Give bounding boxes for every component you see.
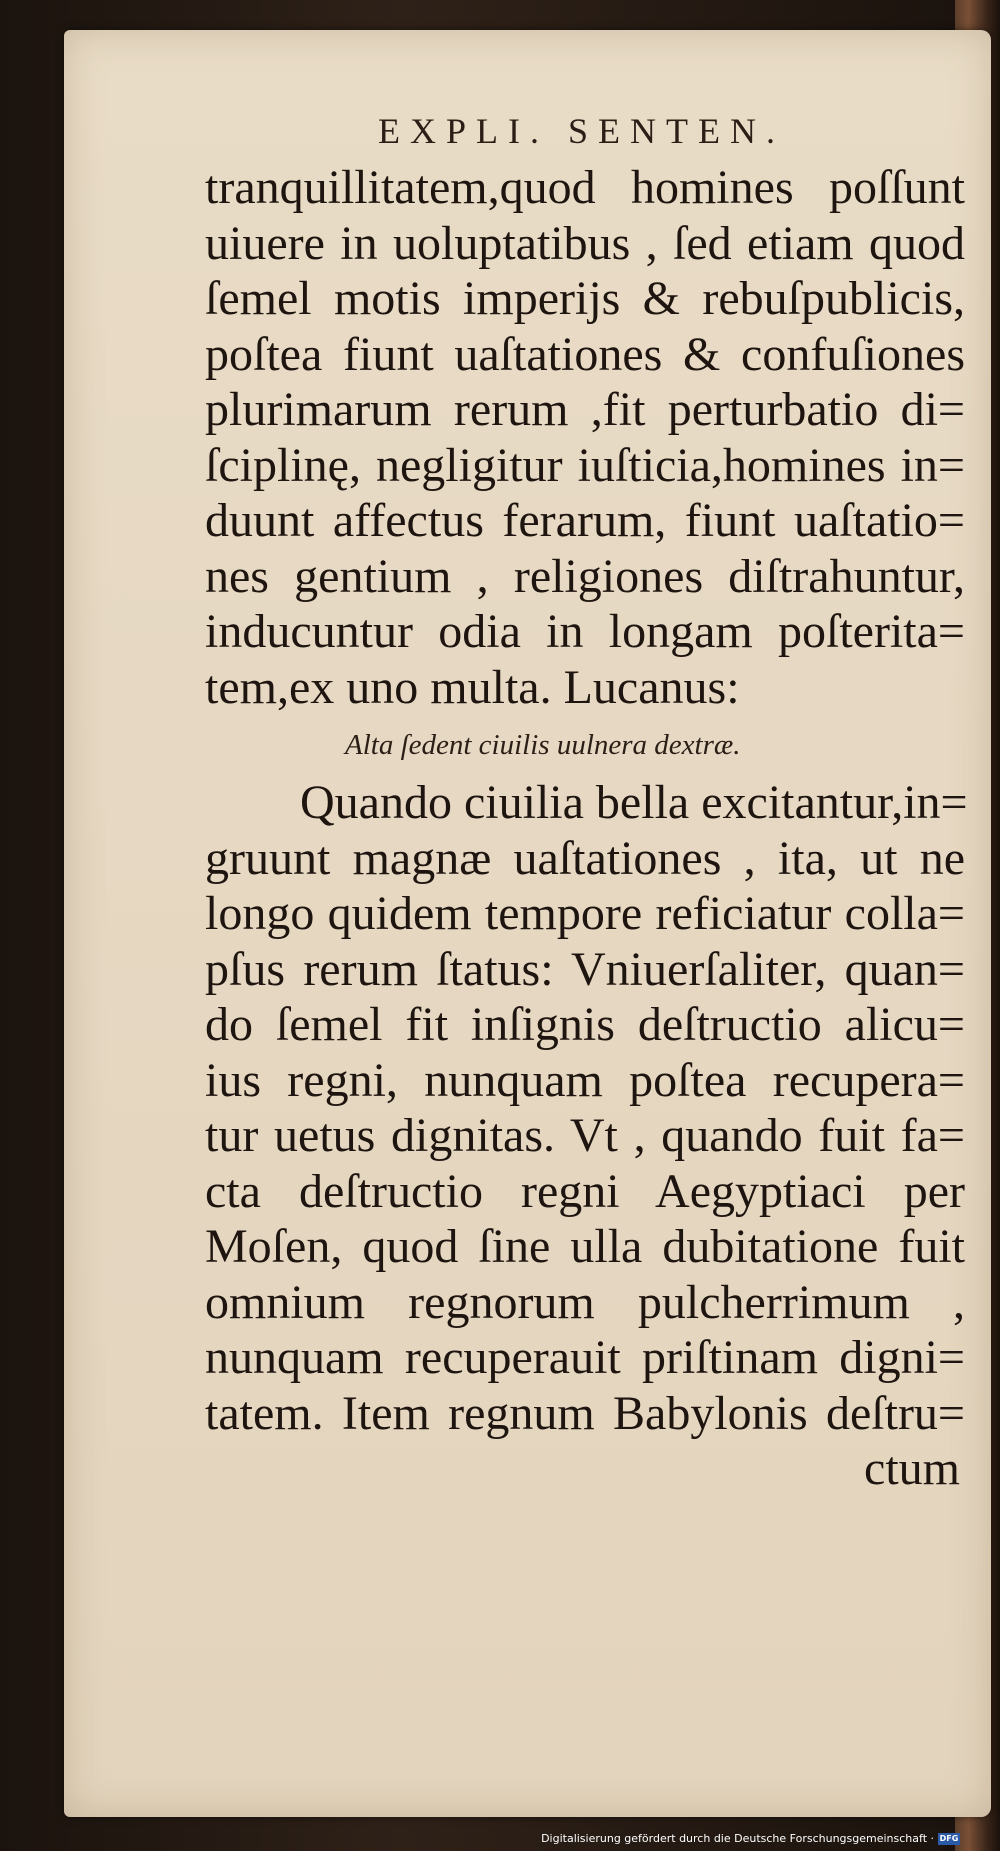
text-line: nunquam recuperauit priſtinam digni=: [205, 1331, 965, 1384]
text-line: inducuntur odia in longam poſterita=: [205, 605, 965, 658]
catchword: ctum: [864, 1442, 960, 1495]
text-line: plurimarum rerum ,fit perturbatio di=: [205, 383, 965, 436]
digitization-credit: [541, 1832, 960, 1845]
text-line: nes gentium , religiones diſtrahuntur,: [205, 549, 965, 603]
text-line: uiuere in uoluptatibus , ſed etiam quod: [205, 216, 965, 270]
running-head: EXPLI. SENTEN.: [378, 111, 785, 151]
paragraph-start-line: Quando ciuilia bella excitantur,in=: [300, 776, 968, 829]
text-line: tatem. Item regnum Babylonis deſtru=: [205, 1386, 965, 1440]
text-line: longo quidem tempore reficiatur colla=: [205, 887, 965, 940]
text-line: poſtea fiunt uaſtationes & confuſiones: [205, 327, 965, 381]
text-line: cta deſtructio regni Aegyptiaci per: [205, 1164, 965, 1218]
text-line: tranquillitatem,quod homines poſſunt: [205, 161, 965, 214]
text-line: tem,ex uno multa. Lucanus:: [205, 660, 740, 714]
text-line: omnium regnorum pulcherrimum ,: [205, 1275, 965, 1329]
body-text: [205, 160, 968, 1497]
dfg-logo-icon: DFG: [939, 1833, 959, 1843]
text-line: gruunt magnæ uaſtationes , ita, ut ne: [205, 831, 965, 885]
verse-quotation: Alta ſedent ciuilis uulnera dextræ.: [345, 729, 741, 761]
text-line: Moſen, quod ſine ulla dubitatione fuit: [205, 1220, 965, 1273]
text-line: ſciplinę, negligitur iuſticia,homines in=: [205, 438, 965, 492]
text-line: duunt affectus ferarum, fiunt uaſtatio=: [205, 494, 965, 547]
text-line: tur uetus dignitas. Vt , quando fuit fa=: [205, 1109, 965, 1162]
text-line: do ſemel fit inſignis deſtructio alicu=: [205, 998, 965, 1051]
text-line: ius regni, nunquam poſtea recupera=: [205, 1053, 965, 1107]
credit-text: Digitalisierung gefördert durch die Deutsche Forschungsgemeinschaft ·: [541, 1832, 934, 1845]
text-line: ſemel motis imperijs & rebuſpublicis,: [205, 272, 965, 325]
text-line: pſus rerum ſtatus: Vniuerſaliter, quan=: [205, 942, 965, 996]
